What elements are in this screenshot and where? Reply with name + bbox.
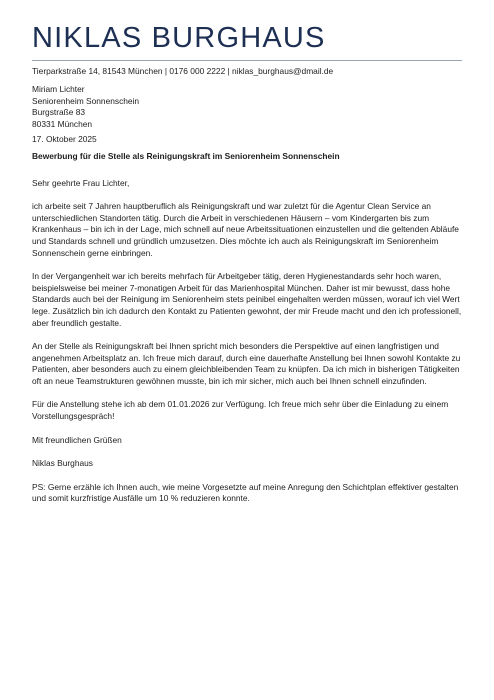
- recipient-city: 80331 München: [32, 118, 93, 129]
- paragraph-2: In der Vergangenheit war ich bereits mehrfach für Arbeitgeber tätig, deren Hygienestandards sehr hoch waren, beispielsweise bei meiner 7-monatigen Arbeit für das Marienhospital München. Daher ist mir bewusst, dass hohe Standards auch bei der Reinigung im Seniorenheim stets peinibel eingehalten werden müssen, worauf ich viel Wert lege. Zusätzlich bin ich dadurch den Kontakt zu Patienten gewohnt, der mir Freude macht und den ich professionell, aber freundlich gestalte.: [32, 271, 462, 328]
- paragraph-1: ich arbeite seit 7 Jahren hauptberuflich als Reinigungskraft und war zuletzt für die Agentur Clean Service an unterschiedlichen Standorten tätig. Durch die Arbeit in verschiedenen Häusern – vom Kindergarten bis zum Krankenhaus – bin ich in der Lage, mich schnell auf neue Arbeitssituationen einzustellen und die geltenden Abläufe und Standards schnell und gründlich umzusetzen. Dies möchte ich auch als Reinigungskraft im Seniorenheim Sonnenschein gerne einbringen.: [32, 201, 459, 258]
- recipient-name: Miriam Lichter: [32, 84, 85, 94]
- letter-date: 17. Oktober 2025: [32, 134, 97, 145]
- salutation: Sehr geehrte Frau Lichter,: [32, 177, 130, 188]
- paragraph-3: An der Stelle als Reinigungskraft bei Ihnen spricht mich besonders die Perspektive auf einen langfristigen und angenehmen Arbeitsplatz an. Ich freue mich darauf, durch eine dauerhafte Anstellung bei Ihnen sowohl Kontakte zu Patienten, aber besonders auch zu einem gleichbleibenden Team zu knüpfen. Da ich mich in bisherigen Tätigkeiten oft an neue Teamstrukturen gewöhnen musste, bin ich mir sicher, mich auch bei Ihnen schnell einzufinden.: [32, 341, 461, 386]
- sender-contact: Tierparkstraße 14, 81543 München | 0176 000 2222 | niklas_burghaus@dmail.de: [32, 66, 334, 76]
- letter-body: [32, 84, 464, 505]
- letter-subject: Bewerbung für die Stelle als Reinigungskraft im Seniorenheim Sonnenschein: [32, 150, 340, 161]
- closing: Mit freundlichen Grüßen: [32, 434, 122, 445]
- sender-name: NIKLAS BURGHAUS: [32, 22, 326, 54]
- paragraph-4: Für die Anstellung stehe ich ab dem 01.01.2026 zur Verfügung. Ich freue mich sehr über die Einladung zu einem Vorstellungsgespräch!: [32, 399, 449, 422]
- header-divider: [32, 60, 462, 61]
- signature-name: Niklas Burghaus: [32, 458, 93, 469]
- postscript: PS: Gerne erzähle ich Ihnen auch, wie meine Vorgesetzte auf meine Anregung den Schichtplan effektiver gestalten und somit kurzfristige Ausfälle um 10 % reduzieren konnte.: [32, 481, 459, 504]
- recipient-street: Burgstraße 83: [32, 107, 86, 118]
- recipient-company: Seniorenheim Sonnenschein: [32, 95, 140, 106]
- recipient-address: [32, 84, 464, 130]
